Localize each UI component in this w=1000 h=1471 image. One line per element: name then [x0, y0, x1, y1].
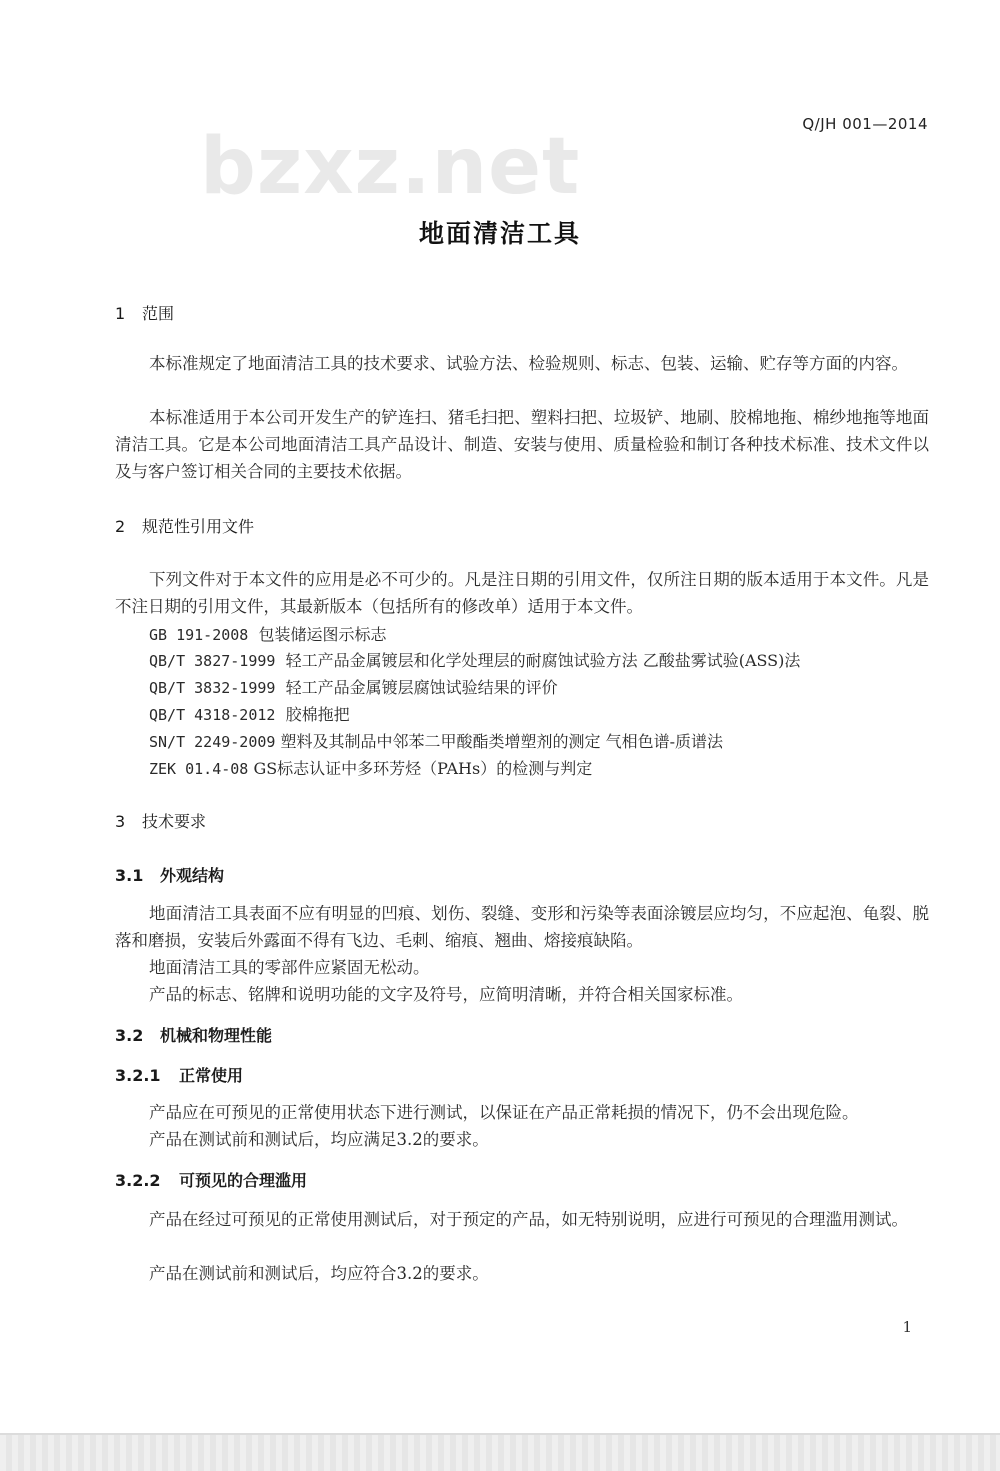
section-title: 规范性引用文件 [142, 517, 255, 536]
document-title: 地面清洁工具 [418, 219, 581, 248]
paragraph: 产品在经过可预见的正常使用测试后，对于预定的产品，如无特别说明，应进行可预见的合理滥用测试。 [149, 1210, 908, 1229]
reference-name: 胶棉拖把 [285, 705, 350, 724]
reference-code: QB/T 3827-1999 [149, 652, 276, 670]
reference-code: QB/T 3832-1999 [149, 679, 276, 697]
reference-name: 轻工产品金属镀层和化学处理层的耐腐蚀试验方法 乙酸盐雾试验(ASS)法 [285, 651, 801, 670]
reference-item [149, 702, 350, 725]
page-bottom-edge [0, 1433, 1000, 1471]
reference-code: GB 191-2008 [149, 626, 249, 644]
section-heading-3-2 [115, 1023, 272, 1046]
section-heading-2 [115, 514, 254, 537]
reference-name: 包装储运图示标志 [258, 625, 387, 644]
reference-item [149, 622, 387, 645]
paragraph: 产品的标志、铭牌和说明功能的文字及符号，应简明清晰，并符合相关国家标准。 [149, 985, 743, 1004]
section-title: 可预见的合理滥用 [179, 1171, 308, 1190]
section-heading-3-2-1 [115, 1063, 243, 1086]
paragraph: 地面清洁工具的零部件应紧固无松动。 [149, 958, 430, 977]
section-title: 范围 [142, 304, 175, 323]
reference-code: SN/T 2249-2009 [149, 733, 276, 751]
reference-code: QB/T 4318-2012 [149, 706, 276, 724]
section-heading-1 [115, 301, 174, 324]
reference-name: 塑料及其制品中邻苯二甲酸酯类增塑剂的测定 气相色谱-质谱法 [280, 732, 724, 751]
section-heading-3 [115, 809, 206, 832]
paragraph: 本标准适用于本公司开发生产的铲连扫、猪毛扫把、塑料扫把、垃圾铲、地刷、胶棉地拖、棉纱地拖等地面清洁工具。它是本公司地面清洁工具产品设计、制造、安装与使用、质量检验和制订各种技术标准、技术文件以及与客户签订相关合同的主要技术依据。 [115, 408, 929, 481]
paragraph: 产品应在可预见的正常使用状态下进行测试，以保证在产品正常耗损的情况下，仍不会出现危险。 [149, 1103, 859, 1122]
section-title: 技术要求 [142, 812, 207, 831]
page-number: 1 [902, 1318, 912, 1336]
section-title: 外观结构 [160, 866, 225, 885]
section-number: 3.2.1 [115, 1066, 161, 1085]
paragraph: 下列文件对于本文件的应用是必不可少的。凡是注日期的引用文件，仅所注日期的版本适用于本文件。凡是不注日期的引用文件，其最新版本（包括所有的修改单）适用于本文件。 [115, 570, 929, 616]
paragraph: 本标准规定了地面清洁工具的技术要求、试验方法、检验规则、标志、包装、运输、贮存等方面的内容。 [149, 354, 908, 373]
section-title: 正常使用 [179, 1066, 244, 1085]
reference-item [149, 756, 592, 779]
reference-item [149, 648, 800, 671]
section-number: 3.1 [115, 866, 144, 885]
standard-code: Q/JH 001—2014 [802, 115, 928, 133]
watermark: bzxz.net [200, 122, 581, 212]
section-number: 3 [115, 812, 126, 831]
reference-code: ZEK 01.4-08 [149, 760, 249, 778]
reference-name: 轻工产品金属镀层腐蚀试验结果的评价 [285, 678, 558, 697]
section-heading-3-2-2 [115, 1168, 307, 1191]
paragraph: 产品在测试前和测试后，均应满足3.2的要求。 [149, 1130, 489, 1149]
section-title: 机械和物理性能 [160, 1026, 273, 1045]
paragraph: 地面清洁工具表面不应有明显的凹痕、划伤、裂缝、变形和污染等表面涂镀层应均匀，不应起泡、龟裂、脱落和磨损，安装后外露面不得有飞边、毛刺、缩痕、翘曲、熔接痕缺陷。 [115, 904, 929, 950]
paragraph: 产品在测试前和测试后，均应符合3.2的要求。 [149, 1264, 489, 1283]
reference-name: GS标志认证中多环芳烃（PAHs）的检测与判定 [253, 759, 593, 778]
section-number: 3.2.2 [115, 1171, 161, 1190]
section-number: 1 [115, 304, 126, 323]
reference-item [149, 675, 558, 698]
reference-item [149, 729, 723, 752]
section-heading-3-1 [115, 863, 224, 886]
section-number: 2 [115, 517, 126, 536]
section-number: 3.2 [115, 1026, 144, 1045]
